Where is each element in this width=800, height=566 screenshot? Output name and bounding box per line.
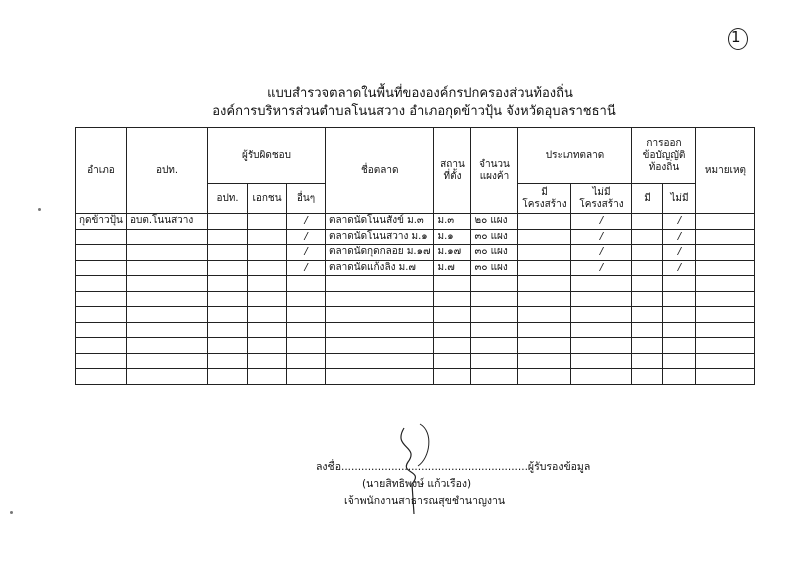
- empty-cell: [518, 276, 571, 292]
- empty-table-row: [76, 276, 755, 292]
- cell-with-structure: [518, 245, 571, 261]
- empty-cell: [663, 338, 696, 354]
- empty-cell: [326, 291, 434, 307]
- cell-market: ตลาดนัดโนนสังข์ ม.๓: [326, 214, 434, 230]
- empty-cell: [248, 369, 287, 385]
- empty-cell: [571, 307, 632, 323]
- cell-resp-private: [248, 214, 287, 230]
- empty-cell: [518, 369, 571, 385]
- empty-cell: [696, 338, 755, 354]
- empty-cell: [127, 369, 208, 385]
- cell-lao: [127, 229, 208, 245]
- empty-cell: [696, 307, 755, 323]
- empty-cell: [571, 338, 632, 354]
- empty-cell: [663, 291, 696, 307]
- page-number: 1: [731, 28, 741, 46]
- table-row: [76, 260, 755, 276]
- empty-cell: [434, 322, 471, 338]
- empty-cell: [326, 338, 434, 354]
- empty-cell: [248, 276, 287, 292]
- empty-cell: [287, 369, 326, 385]
- empty-cell: [208, 338, 248, 354]
- empty-cell: [696, 291, 755, 307]
- cell-resp-lao: [208, 214, 248, 230]
- empty-cell: [632, 291, 663, 307]
- header-remarks: หมายเหตุ: [696, 128, 755, 214]
- empty-cell: [632, 338, 663, 354]
- empty-cell: [434, 276, 471, 292]
- empty-cell: [434, 338, 471, 354]
- cell-bylaw-yes: [632, 229, 663, 245]
- cell-bylaw-yes: [632, 260, 663, 276]
- empty-cell: [208, 353, 248, 369]
- document-title: แบบสำรวจตลาดในพื้นที่ขององค์กรปกครองส่วนท้องถิ่น: [267, 86, 573, 101]
- header-responsible: ผู้รับผิดชอบ: [208, 128, 326, 184]
- empty-cell: [632, 322, 663, 338]
- cell-no-structure: /: [571, 245, 632, 261]
- empty-cell: [127, 338, 208, 354]
- empty-cell: [571, 322, 632, 338]
- empty-cell: [434, 369, 471, 385]
- header-location: สถาน ที่ตั้ง: [434, 128, 471, 214]
- empty-cell: [571, 276, 632, 292]
- cell-no-bylaw: /: [663, 229, 696, 245]
- empty-cell: [76, 322, 127, 338]
- cell-stalls: ๒๐ แผง: [471, 214, 518, 230]
- cell-lao: อบต.โนนสวาง: [127, 214, 208, 230]
- empty-cell: [326, 353, 434, 369]
- empty-table-row: [76, 338, 755, 354]
- cell-no-bylaw: /: [663, 260, 696, 276]
- document-subtitle: องค์การบริหารส่วนตำบลโนนสวาง อำเภอกุดข้าวปุ้น จังหวัดอุบลราชธานี: [212, 104, 616, 119]
- empty-cell: [76, 369, 127, 385]
- header-bylaw-no: ไม่มี: [663, 184, 696, 214]
- empty-cell: [632, 353, 663, 369]
- empty-table-row: [76, 291, 755, 307]
- empty-cell: [127, 276, 208, 292]
- signer-position: เจ้าพนักงานสาธารณสุขชำนาญงาน: [344, 495, 506, 507]
- cell-bylaw-yes: [632, 214, 663, 230]
- header-bylaw-yes: มี: [632, 184, 663, 214]
- empty-cell: [663, 322, 696, 338]
- cell-resp-lao: [208, 260, 248, 276]
- empty-cell: [326, 276, 434, 292]
- header-without-structure: ไม่มี โครงสร้าง: [571, 184, 632, 214]
- empty-cell: [571, 353, 632, 369]
- empty-cell: [632, 369, 663, 385]
- empty-cell: [127, 291, 208, 307]
- cell-no-structure: /: [571, 260, 632, 276]
- cell-resp-private: [248, 229, 287, 245]
- cell-location: ม.๑: [434, 229, 471, 245]
- cell-district: [76, 260, 127, 276]
- empty-cell: [434, 291, 471, 307]
- cell-other: /: [287, 229, 326, 245]
- empty-cell: [287, 291, 326, 307]
- header-resp-private: เอกชน: [248, 184, 287, 214]
- header-market-type: ประเภทตลาด: [518, 128, 632, 184]
- empty-cell: [471, 369, 518, 385]
- cell-with-structure: [518, 260, 571, 276]
- empty-cell: [76, 291, 127, 307]
- empty-cell: [471, 338, 518, 354]
- empty-cell: [663, 276, 696, 292]
- cell-location: ม.๓: [434, 214, 471, 230]
- cell-market: ตลาดนัดแก้งลิง ม.๗: [326, 260, 434, 276]
- signer-name: (นายสิทธิพงษ์ แก้วเรือง): [362, 478, 472, 490]
- header-bylaw: การออก ข้อบัญญัติ ท้องถิ่น: [632, 128, 696, 184]
- empty-cell: [127, 322, 208, 338]
- empty-cell: [518, 322, 571, 338]
- empty-cell: [696, 322, 755, 338]
- empty-cell: [471, 322, 518, 338]
- cell-with-structure: [518, 229, 571, 245]
- cell-no-structure: /: [571, 229, 632, 245]
- scan-speck: [38, 208, 41, 211]
- header-market-name: ชื่อตลาด: [326, 128, 434, 214]
- table-row: [76, 229, 755, 245]
- empty-cell: [248, 322, 287, 338]
- sign-label: ลงชื่อ: [316, 461, 341, 473]
- market-survey-table: [75, 127, 755, 385]
- empty-cell: [632, 276, 663, 292]
- cell-remarks: [696, 229, 755, 245]
- empty-cell: [208, 369, 248, 385]
- empty-cell: [471, 307, 518, 323]
- cell-lao: [127, 260, 208, 276]
- cell-lao: [127, 245, 208, 261]
- empty-cell: [287, 307, 326, 323]
- empty-cell: [696, 369, 755, 385]
- empty-cell: [434, 307, 471, 323]
- empty-cell: [326, 307, 434, 323]
- cell-stalls: ๓๐ แผง: [471, 260, 518, 276]
- empty-cell: [518, 353, 571, 369]
- cell-resp-lao: [208, 229, 248, 245]
- empty-cell: [127, 353, 208, 369]
- cell-other: /: [287, 214, 326, 230]
- cell-remarks: [696, 245, 755, 261]
- cell-remarks: [696, 260, 755, 276]
- empty-cell: [208, 276, 248, 292]
- header-district: อำเภอ: [76, 128, 127, 214]
- empty-cell: [471, 291, 518, 307]
- cell-market: ตลาดนัดกุดกลอย ม.๑๗: [326, 245, 434, 261]
- header-resp-lao: อปท.: [208, 184, 248, 214]
- empty-cell: [663, 369, 696, 385]
- table-row: [76, 245, 755, 261]
- empty-cell: [571, 291, 632, 307]
- cell-other: /: [287, 245, 326, 261]
- header-stalls: จำนวน แผงค้า: [471, 128, 518, 214]
- cell-district: [76, 229, 127, 245]
- empty-cell: [326, 322, 434, 338]
- cell-with-structure: [518, 214, 571, 230]
- empty-cell: [208, 307, 248, 323]
- empty-cell: [127, 307, 208, 323]
- empty-cell: [471, 276, 518, 292]
- cell-no-bylaw: /: [663, 214, 696, 230]
- empty-cell: [471, 353, 518, 369]
- cell-stalls: ๓๐ แผง: [471, 245, 518, 261]
- header-with-structure: มี โครงสร้าง: [518, 184, 571, 214]
- cell-other: /: [287, 260, 326, 276]
- empty-cell: [287, 353, 326, 369]
- empty-cell: [434, 353, 471, 369]
- header-resp-other: อื่นๆ: [287, 184, 326, 214]
- empty-cell: [208, 291, 248, 307]
- signature-dots: ........................................................: [341, 461, 528, 473]
- empty-table-row: [76, 369, 755, 385]
- cell-district: [76, 245, 127, 261]
- empty-cell: [76, 338, 127, 354]
- cell-resp-private: [248, 260, 287, 276]
- signature-line: [316, 458, 590, 475]
- empty-table-row: [76, 322, 755, 338]
- cell-market: ตลาดนัดโนนสวาง ม.๑: [326, 229, 434, 245]
- empty-cell: [518, 307, 571, 323]
- empty-cell: [248, 338, 287, 354]
- empty-cell: [326, 369, 434, 385]
- cell-location: ม.๑๗: [434, 245, 471, 261]
- empty-cell: [248, 353, 287, 369]
- empty-cell: [248, 307, 287, 323]
- empty-cell: [76, 307, 127, 323]
- cell-no-bylaw: /: [663, 245, 696, 261]
- table-row: [76, 214, 755, 230]
- cell-no-structure: /: [571, 214, 632, 230]
- empty-cell: [663, 307, 696, 323]
- empty-cell: [518, 338, 571, 354]
- empty-table-row: [76, 307, 755, 323]
- empty-cell: [696, 353, 755, 369]
- cell-stalls: ๓๐ แผง: [471, 229, 518, 245]
- cell-bylaw-yes: [632, 245, 663, 261]
- certifier-label: ผู้รับรองข้อมูล: [527, 461, 591, 473]
- empty-cell: [287, 338, 326, 354]
- empty-cell: [663, 353, 696, 369]
- empty-cell: [287, 276, 326, 292]
- empty-cell: [76, 276, 127, 292]
- handwritten-signature: [390, 418, 450, 518]
- empty-cell: [76, 353, 127, 369]
- cell-district: กุดข้าวปุ้น: [76, 214, 127, 230]
- cell-remarks: [696, 214, 755, 230]
- empty-cell: [287, 322, 326, 338]
- empty-cell: [248, 291, 287, 307]
- cell-location: ม.๗: [434, 260, 471, 276]
- empty-cell: [208, 322, 248, 338]
- empty-cell: [632, 307, 663, 323]
- empty-cell: [571, 369, 632, 385]
- empty-cell: [696, 276, 755, 292]
- empty-cell: [518, 291, 571, 307]
- header-lao: อปท.: [127, 128, 208, 214]
- cell-resp-private: [248, 245, 287, 261]
- empty-table-row: [76, 353, 755, 369]
- scan-speck: [10, 511, 13, 514]
- cell-resp-lao: [208, 245, 248, 261]
